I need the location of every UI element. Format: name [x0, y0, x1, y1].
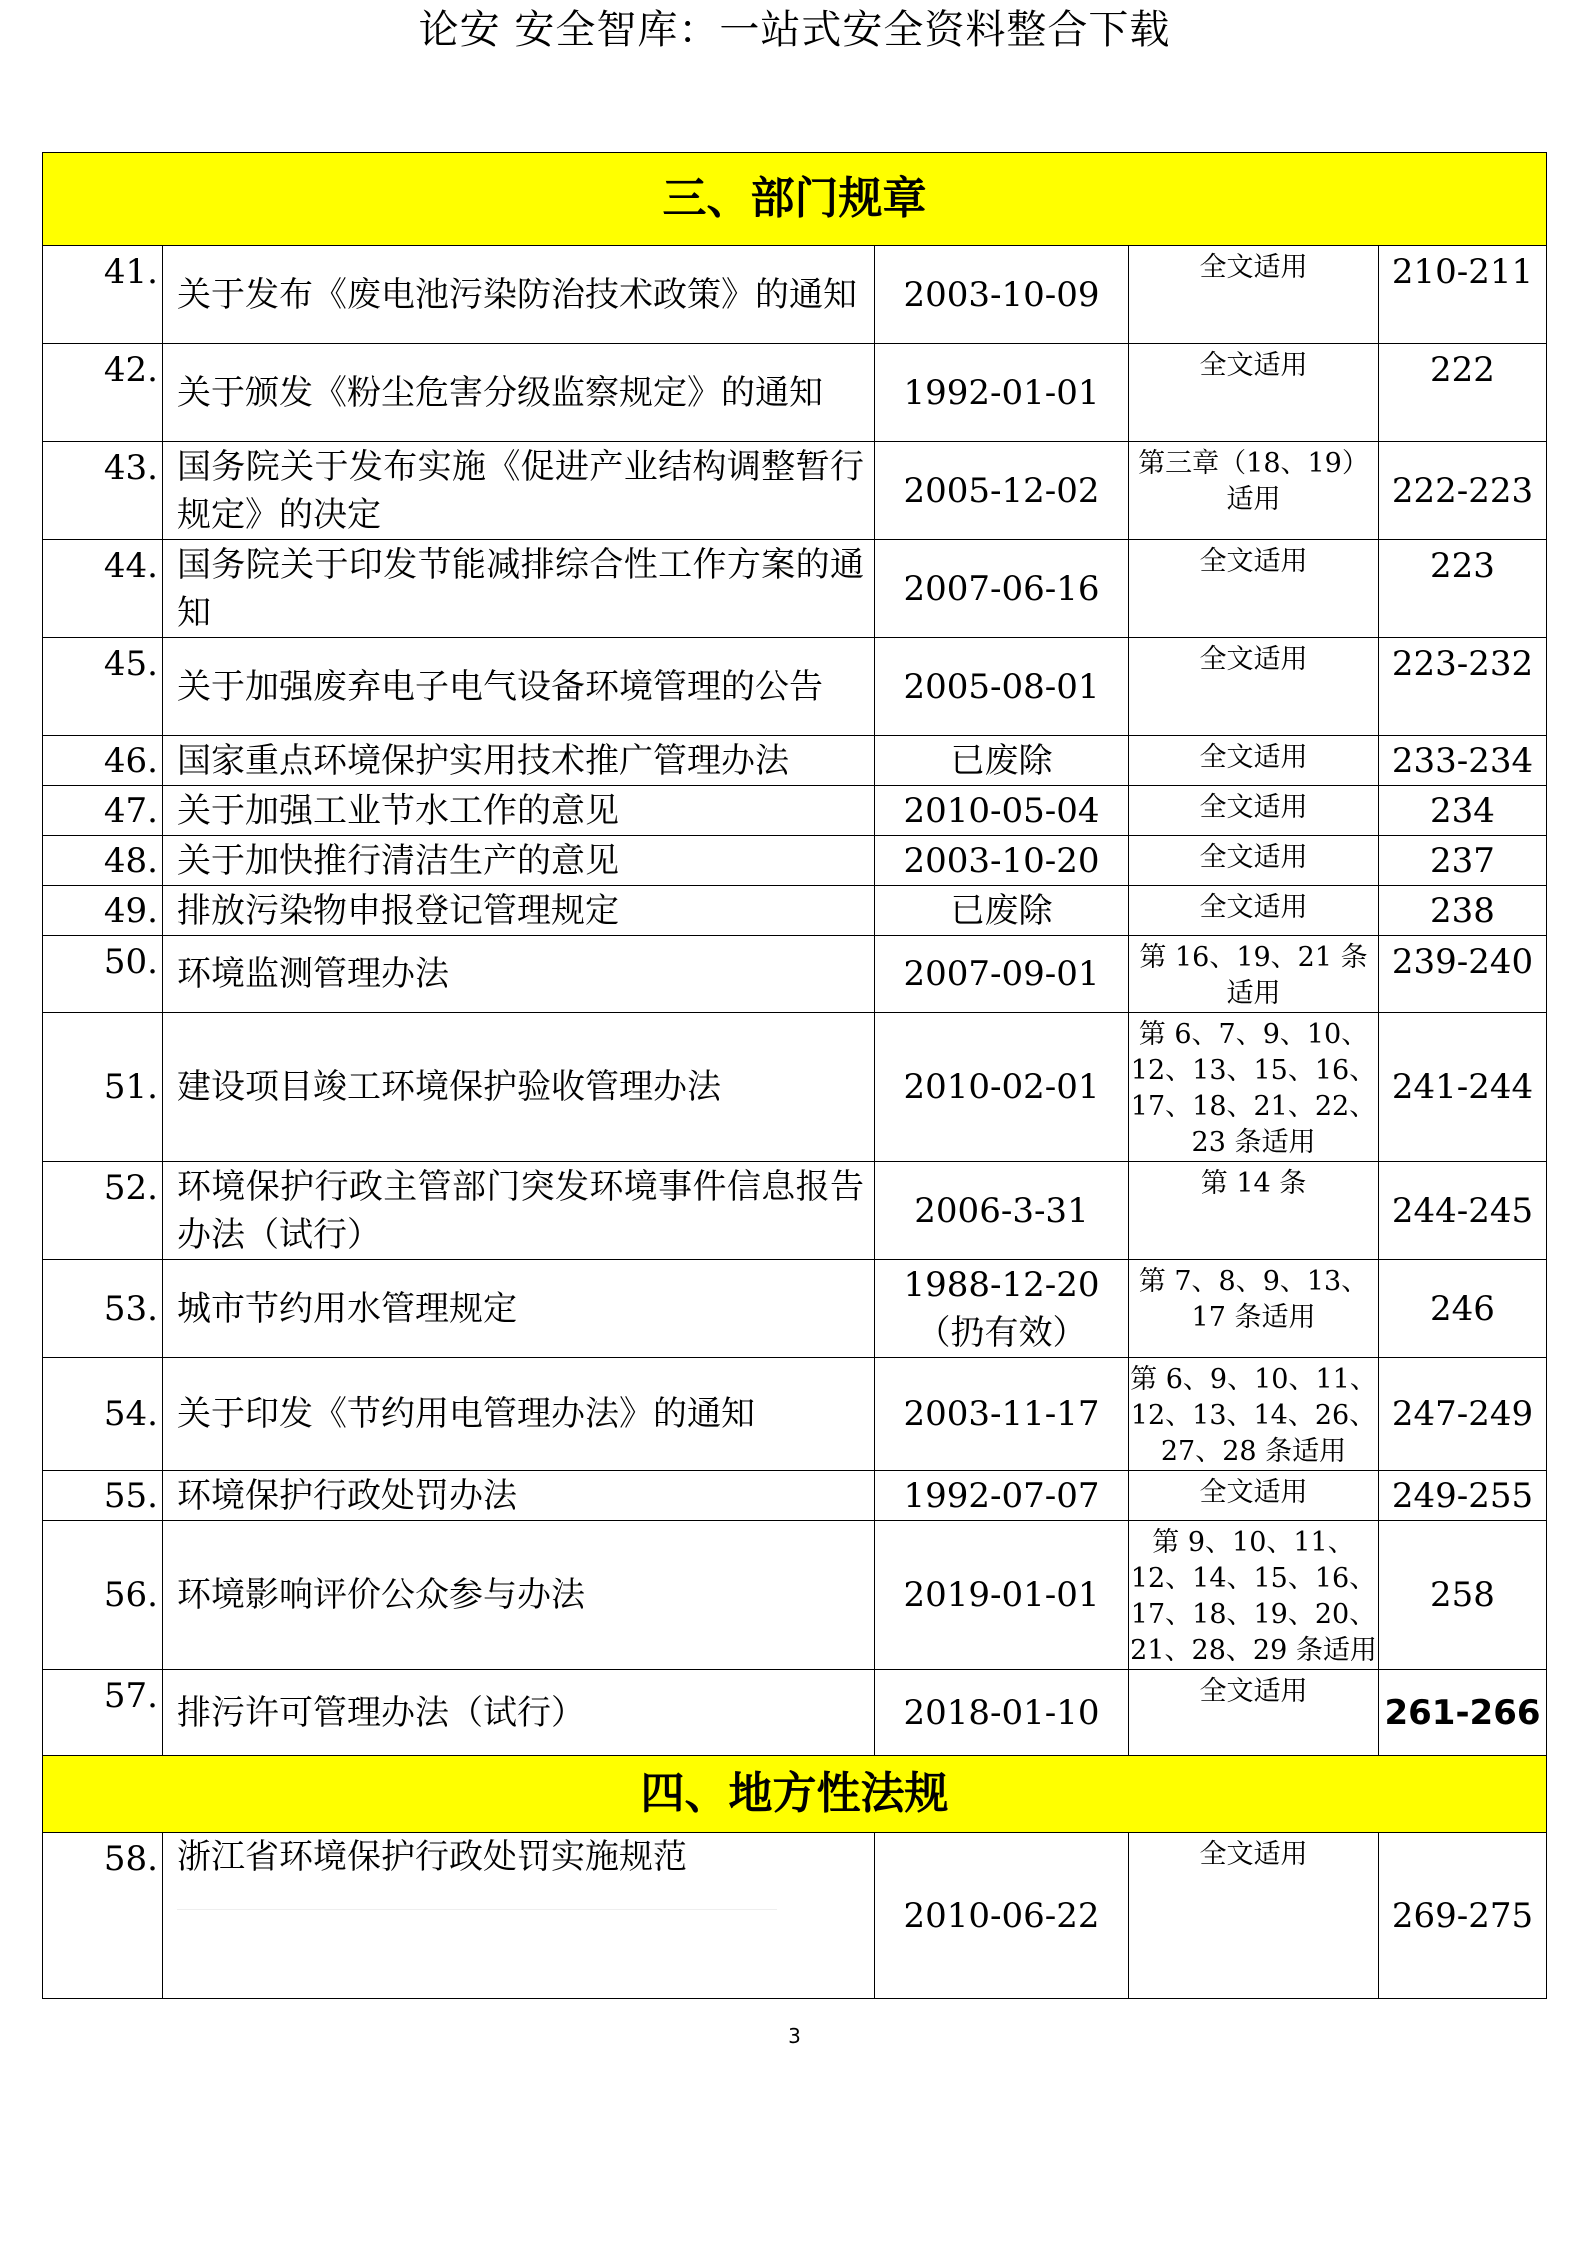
table-row: [43, 1260, 1547, 1358]
page-range: 238: [1379, 886, 1547, 936]
regulation-title: 环境影响评价公众参与办法: [163, 1521, 875, 1670]
row-number: 54.: [43, 1358, 163, 1471]
applicable-scope: 全文适用: [1129, 638, 1379, 736]
page-range: 223-232: [1379, 638, 1547, 736]
regulation-title: 关于加强废弃电子电气设备环境管理的公告: [163, 638, 875, 736]
effective-date: 1992-07-07: [875, 1471, 1129, 1521]
page-range: 249-255: [1379, 1471, 1547, 1521]
table-row: [43, 786, 1547, 836]
regulation-title: 关于颁发《粉尘危害分级监察规定》的通知: [163, 344, 875, 442]
page-range: 261-266: [1379, 1670, 1547, 1756]
regulation-title-text: 浙江省环境保护行政处罚实施规范: [177, 1837, 687, 1877]
table-row: [43, 540, 1547, 638]
table-row: [43, 936, 1547, 1013]
row-number: 55.: [43, 1471, 163, 1521]
page-header: 论安 安全智库：一站式安全资料整合下载: [418, 7, 1171, 53]
table-row: [43, 1471, 1547, 1521]
page-range: 234: [1379, 786, 1547, 836]
regulation-title: 关于加强工业节水工作的意见: [163, 786, 875, 836]
regulations-table: [42, 152, 1547, 1999]
row-number: 44.: [43, 540, 163, 638]
page-range: 210-211: [1379, 246, 1547, 344]
section-header-row: [43, 1756, 1547, 1833]
page-range: 244-245: [1379, 1162, 1547, 1260]
row-number: 58.: [43, 1833, 163, 1999]
applicable-scope: 全文适用: [1129, 886, 1379, 936]
effective-date: 2005-12-02: [875, 442, 1129, 540]
table-row: [43, 1358, 1547, 1471]
effective-date: 2003-11-17: [875, 1358, 1129, 1471]
regulation-title: 环境保护行政处罚办法: [163, 1471, 875, 1521]
section-header-row: [43, 153, 1547, 246]
table-row: [43, 736, 1547, 786]
applicable-scope: 全文适用: [1129, 786, 1379, 836]
row-number: 47.: [43, 786, 163, 836]
section-heading: 四、地方性法规: [43, 1756, 1547, 1833]
table-row: [43, 638, 1547, 736]
applicable-scope: 第 16、19、21 条适用: [1129, 936, 1379, 1013]
effective-date: 2006-3-31: [875, 1162, 1129, 1260]
row-number: 42.: [43, 344, 163, 442]
table-row: [43, 246, 1547, 344]
regulation-title: 关于加快推行清洁生产的意见: [163, 836, 875, 886]
regulation-title: 建设项目竣工环境保护验收管理办法: [163, 1013, 875, 1162]
page-range: 241-244: [1379, 1013, 1547, 1162]
page-range: 233-234: [1379, 736, 1547, 786]
effective-date: 2019-01-01: [875, 1521, 1129, 1670]
regulation-title: 国务院关于印发节能减排综合性工作方案的通知: [163, 540, 875, 638]
effective-date: 2007-09-01: [875, 936, 1129, 1013]
row-number: 43.: [43, 442, 163, 540]
applicable-scope: 全文适用: [1129, 1471, 1379, 1521]
regulation-title: 关于发布《废电池污染防治技术政策》的通知: [163, 246, 875, 344]
row-number: 53.: [43, 1260, 163, 1358]
page-range: 258: [1379, 1521, 1547, 1670]
page-number: 3: [788, 2024, 801, 2048]
effective-date: 2003-10-20: [875, 836, 1129, 886]
section-heading: 三、部门规章: [43, 153, 1547, 246]
table-row: [43, 1833, 1547, 1999]
effective-date: 2010-06-22: [875, 1833, 1129, 1999]
table-row: [43, 1670, 1547, 1756]
effective-date: 2010-02-01: [875, 1013, 1129, 1162]
page-range: 237: [1379, 836, 1547, 886]
effective-date: 2003-10-09: [875, 246, 1129, 344]
row-number: 57.: [43, 1670, 163, 1756]
applicable-scope: 全文适用: [1129, 836, 1379, 886]
row-number: 41.: [43, 246, 163, 344]
regulation-title: 环境监测管理办法: [163, 936, 875, 1013]
page-range: 223: [1379, 540, 1547, 638]
applicable-scope: 第三章（18、19）适用: [1129, 442, 1379, 540]
row-number: 51.: [43, 1013, 163, 1162]
page-range: 246: [1379, 1260, 1547, 1358]
applicable-scope: 第 7、8、9、13、17 条适用: [1129, 1260, 1379, 1358]
regulation-title: [163, 1833, 875, 1999]
applicable-scope: 全文适用: [1129, 1833, 1379, 1999]
regulation-title: 关于印发《节约用电管理办法》的通知: [163, 1358, 875, 1471]
table-row: [43, 344, 1547, 442]
applicable-scope: 第 9、10、11、12、14、15、16、17、18、19、20、21、28、29 条适用: [1129, 1521, 1379, 1670]
row-number: 50.: [43, 936, 163, 1013]
page-range: 239-240: [1379, 936, 1547, 1013]
row-number: 45.: [43, 638, 163, 736]
effective-date: 2005-08-01: [875, 638, 1129, 736]
regulation-title: 国务院关于发布实施《促进产业结构调整暂行规定》的决定: [163, 442, 875, 540]
regulation-title: 城市节约用水管理规定: [163, 1260, 875, 1358]
effective-date: 1988-12-20（扔有效）: [875, 1260, 1129, 1358]
applicable-scope: 全文适用: [1129, 344, 1379, 442]
row-number: 49.: [43, 886, 163, 936]
effective-date: 1992-01-01: [875, 344, 1129, 442]
applicable-scope: 全文适用: [1129, 1670, 1379, 1756]
regulation-title: 国家重点环境保护实用技术推广管理办法: [163, 736, 875, 786]
applicable-scope: 全文适用: [1129, 246, 1379, 344]
table-row: [43, 886, 1547, 936]
applicable-scope: 第 6、7、9、10、12、13、15、16、17、18、21、22、23 条适用: [1129, 1013, 1379, 1162]
regulation-title: 环境保护行政主管部门突发环境事件信息报告办法（试行）: [163, 1162, 875, 1260]
regulation-title: 排污许可管理办法（试行）: [163, 1670, 875, 1756]
page-range: 269-275: [1379, 1833, 1547, 1999]
effective-date: 2018-01-10: [875, 1670, 1129, 1756]
row-number: 56.: [43, 1521, 163, 1670]
table-row: [43, 836, 1547, 886]
applicable-scope: 第 6、9、10、11、12、13、14、26、27、28 条适用: [1129, 1358, 1379, 1471]
row-number: 46.: [43, 736, 163, 786]
effective-date: 已废除: [875, 736, 1129, 786]
row-number: 48.: [43, 836, 163, 886]
row-number: 52.: [43, 1162, 163, 1260]
effective-date: 已废除: [875, 886, 1129, 936]
effective-date: 2010-05-04: [875, 786, 1129, 836]
table-row: [43, 1013, 1547, 1162]
applicable-scope: 第 14 条: [1129, 1162, 1379, 1260]
divider: [177, 1909, 777, 1910]
page-range: 222: [1379, 344, 1547, 442]
page-range: 247-249: [1379, 1358, 1547, 1471]
table-row: [43, 442, 1547, 540]
applicable-scope: 全文适用: [1129, 540, 1379, 638]
effective-date: 2007-06-16: [875, 540, 1129, 638]
table-row: [43, 1162, 1547, 1260]
applicable-scope: 全文适用: [1129, 736, 1379, 786]
page-range: 222-223: [1379, 442, 1547, 540]
table-row: [43, 1521, 1547, 1670]
regulation-title: 排放污染物申报登记管理规定: [163, 886, 875, 936]
